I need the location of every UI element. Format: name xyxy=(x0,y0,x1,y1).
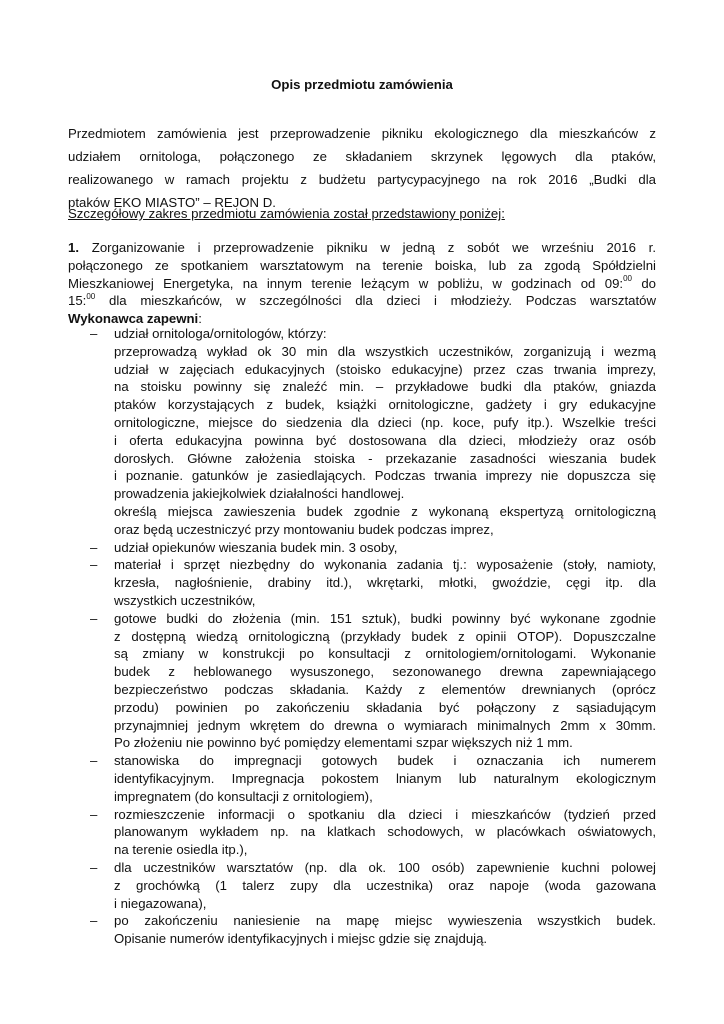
list-item-line: prowadzenia jakiejkolwiek działalności handlowej. xyxy=(114,486,405,502)
list-item xyxy=(68,806,656,859)
list-item xyxy=(68,556,656,609)
list-item-line: i poznanie. gatunków je zasiedlających. Podczas trwania imprezy nie dopuszcza się xyxy=(114,468,656,484)
bullet-dash: – xyxy=(90,806,98,822)
list-item-line: i niegazowana), xyxy=(114,895,207,911)
list-item xyxy=(68,859,656,912)
point-1-line-end: do xyxy=(631,275,656,291)
list-item-line: impregnatem (do konsultacji z ornitologiem), xyxy=(114,788,373,804)
bullet-dash: – xyxy=(90,610,98,626)
list-item-line: udział opiekunów wieszania budek min. 3 osoby, xyxy=(114,539,398,555)
list-item-line: oraz będą uczestniczyć przy montowaniu budek podczas imprez, xyxy=(114,521,494,537)
list-item-line: przeprowadzą wykład ok 30 min dla wszystkich uczestników, zorganizują i wezmą xyxy=(114,343,656,359)
point-1-line: Zorganizowanie i przeprowadzenie pikniku w jedną z sobót we wrześniu 2016 r. xyxy=(91,240,656,255)
colon: : xyxy=(198,311,202,327)
list-item-line: identyfikacyjnym. Impregnacja pokostem lnianym lub naturalnym ekologicznym xyxy=(114,770,656,786)
list-item-line: dla uczestników warsztatów (np. dla ok. 100 osób) zapewnienie kuchni polowej xyxy=(114,859,656,875)
intro-line: udziałem ornitologa, połączonego ze składaniem skrzynek lęgowych dla ptaków, xyxy=(68,149,656,164)
list-item-line: dorosłych. Główne założenia stoiska - przekazanie zasadności wieszania budek xyxy=(114,450,656,466)
list-item-line: określą miejsca zawieszenia budek zgodnie z wykonaną ekspertyzą ornitologiczną xyxy=(114,503,656,519)
contractor-label: Wykonawca zapewni xyxy=(68,311,199,327)
list-item-line: z dostępną wiedzą ornitologiczną (przykłady budek z opinii OTOP). Dopuszczalne xyxy=(114,628,656,644)
list-item-line: wszystkich uczestników, xyxy=(114,592,256,608)
list-item-line: bezpieczeństwo podczas składania. Każdy z elementów drewnianych (oprócz xyxy=(114,681,656,697)
intro-paragraph xyxy=(68,122,656,214)
list-item-line: materiał i sprzęt niezbędny do wykonania zadania tj.: wyposażenie (stoły, namioty, xyxy=(114,557,656,573)
list-item-line: i oferta edukacyjna powinna być dostosowana dla dzieci, młodzieży oraz osób xyxy=(114,432,656,448)
list-item-line: stanowiska do impregnacji gotowych budek i oznaczania ich numerem xyxy=(114,753,656,769)
list-item-line: są zmiany w konstrukcji po konsultacji z ornitologiem/ornitologami. Wykonanie xyxy=(114,646,656,662)
list-item-line: planowanym wykładem np. na klatkach schodowych, w placówkach oświatowych, xyxy=(114,824,656,840)
intro-line: Przedmiotem zamówienia jest przeprowadzenie pikniku ekologicznego dla mieszkańców z xyxy=(68,126,656,141)
list-item-line: po zakończeniu naniesienie na mapę miejsc wywieszenia wszystkich budek. xyxy=(114,913,656,929)
list-item xyxy=(68,539,656,557)
bullet-dash: – xyxy=(90,326,98,341)
list-item-line: Po złożeniu nie powinno być pomiędzy elementami szpar większych niż 1 mm. xyxy=(114,735,573,751)
list-item-line: udział w zajęciach edukacyjnych (stoisko edukacyjne) przez czas trwania imprezy, xyxy=(114,361,656,377)
point-1-line: dla mieszkańców, w szczególności dla dzieci i młodzieży. Podczas warsztatów xyxy=(95,293,656,309)
list-item-line: Opisanie numerów identyfikacyjnych i miejsc gdzie się znajdują. xyxy=(114,931,488,947)
point-1-line: połączonego ze spotkaniem warsztatowym na terenie boiska, lub za zgodą Spółdzielni xyxy=(68,257,656,273)
list-item xyxy=(68,752,656,805)
list-item-line: na stoisku powinny się znaleźć min. – przykładowe budki dla ptaków, gniazda xyxy=(114,379,656,395)
list-item-line: przodu) powinien po zakończeniu składania być połączony z sąsiadującym xyxy=(114,699,656,715)
list-item-line: na terenie osiedla itp.), xyxy=(114,842,248,858)
list-item-line: krzesła, nagłośnienie, drabiny itd.), wkrętarki, młotki, gwoździe, cęgi itp. dla xyxy=(114,575,656,591)
scope-heading: Szczegółowy zakres przedmiotu zamówienia został przedstawiony poniżej: xyxy=(68,206,505,221)
list-item-line: budek z heblowanego wysuszonego, sezonowanego drewna zapewniającego xyxy=(114,664,656,680)
bullet-dash: – xyxy=(90,859,98,875)
point-number: 1. xyxy=(68,240,79,255)
point-1-line-start: 15: xyxy=(68,293,87,309)
list-item-line: ornitologiczne, miejsce do siedzenia dla dzieci (np. koce, pufy itp.). Wszelkie treści xyxy=(114,414,656,430)
time-superscript: 00 xyxy=(623,274,632,284)
list-item-line: rozmieszczenie informacji o spotkaniu dla dzieci i mieszkańców (tydzień przed xyxy=(114,806,656,822)
point-1-line: Mieszkaniowej Energetyka, na innym terenie leżącym w pobliżu, w godzinach od 09: xyxy=(68,275,624,291)
bullet-dash: – xyxy=(90,753,98,769)
list-item xyxy=(68,912,656,948)
time-superscript: 00 xyxy=(86,292,96,301)
intro-line: ptaków EKO MIASTO” – REJON D. xyxy=(68,195,276,210)
list-item-line: ptaków korzystających z budek, książki ornitologiczne, gadżety i gry edukacyjne xyxy=(114,397,656,413)
intro-line: realizowanego w ramach projektu z budżetu partycypacyjnego na rok 2016 „Budki dla xyxy=(68,172,656,187)
page-title: Opis przedmiotu zamówienia xyxy=(271,77,453,92)
list-item-line: z grochówką (1 talerz zupy dla uczestnika) oraz napoje (woda gazowana xyxy=(114,877,656,893)
bullet-list xyxy=(68,325,656,948)
point-1-paragraph xyxy=(68,239,656,328)
list-item xyxy=(68,325,656,539)
list-item-line: udział ornitologa/ornitologów, którzy: xyxy=(114,326,327,341)
bullet-dash: – xyxy=(90,913,98,929)
bullet-dash: – xyxy=(90,557,98,573)
list-item-line: przynajmniej jednym wkrętem do drewna o wymiarach minimalnych 2mm x 30mm. xyxy=(114,717,656,733)
bullet-dash: – xyxy=(90,539,98,555)
list-item xyxy=(68,610,656,752)
list-item-line: gotowe budki do złożenia (min. 151 sztuk), budki powinny być wykonane zgodnie xyxy=(114,610,656,626)
